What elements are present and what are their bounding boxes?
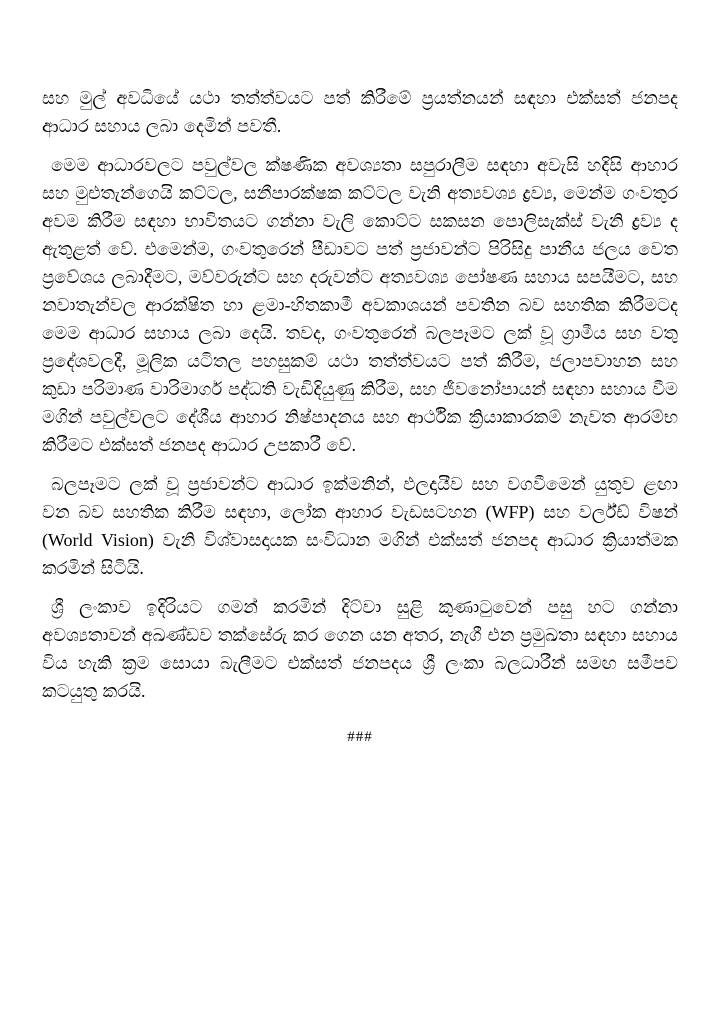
paragraph-partner-organizations: බලපෑමට ලක් වූ ප්‍රජාවන්ට ආධාර ඉක්මනින්, ඵලදායීව සහ වගවීමෙන් යුතුව ළඟා වන බව සහතික කිරීම සඳහා, ලෝක ආහාර වැඩසටහන (WFP) සහ වර්ල්ඩ් විෂන් (World Vision) වැනි විශ්වාසදායක සංවිධාන මගින් එක්සත් ජනපද ආධාර ක්‍රියාත්මක කරමින් සිටියි.: [42, 474, 678, 578]
press-release-end-mark: ###: [347, 729, 373, 745]
paragraph-continuation: සහ මුල් අවධියේ යථා තත්ත්වයට පත් කිරීමේ ප්‍රයත්නයන් සඳහා එක්සත් ජනපද ආධාර සහාය ලබා දෙමින් පවතී.: [42, 88, 678, 136]
paragraph-aid-contents: මෙම ආධාරවලට පවුල්වල ක්ෂණික අවශ්‍යතා සපුරාලීම සඳහා අවැසි හදිසි ආහාර සහ මුළුතැන්ගෙයි කට්ටල, සනීපාරක්ෂක කට්ටල වැනි අත්‍යවශ්‍ය ද්‍රව්‍ය, මෙන්ම ගංවතුර අවම කිරීම සඳහා භාවිතයට ගන්නා වැලි කොට්ට සකසන පොලිසැක්ස් වැනි ද්‍රව්‍ය ද ඇතුළත් වේ. එමෙන්ම, ගංවතුරෙන් පීඩාවට පත් ප්‍රජාවන්ට පිරිසිදු පානීය ජලය වෙත ප්‍රවේශය ලබාදීමට, මව්වරුන්ට සහ දරුවන්ට අත්‍යවශ්‍ය පෝෂණ සහාය සපයීමට, සහ නවාතැන්වල ආරක්ෂිත හා ළමා-හිතකාමී අවකාශයන් පවතින බව සහතික කිරීමටද මෙම ආධාර සහාය ලබා දෙයි. තවද, ගංවතුරෙන් බලපෑමට ලක් වූ ග්‍රාමීය සහ වතු ප්‍රදේශවලදී, මූලික යටිතල පහසුකම් යථා තත්ත්වයට පත් කිරීම, ජලාපවාහන සහ කුඩා පරිමාණ වාරිමාර්ග පද්ධති වැඩිදියුණු කිරීම, සහ ජීවනෝපායන් සඳහා සහාය වීම මගින් පවුල්වලට දේශීය ආහාර නිෂ්පාදනය සහ ආර්ථික ක්‍රියාකාරකම් නැවත ආරම්භ කිරීමට එක්සත් ජනපද ආධාර උපකාරී වේ.: [42, 155, 678, 455]
paragraph-ongoing-assessment: ශ්‍රී ලංකාව ඉදිරියට ගමන් කරමින් දිට්වා සුළි කුණාටුවෙන් පසු හට ගන්නා අවශ්‍යතාවන් අඛණ්ඩව තක්සේරු කර ගෙන යන අතර, නැගී එන ප්‍රමුඛතා සඳහා සහාය විය හැකි ක්‍රම සොයා බැලීමට එක්සත් ජනපදය ශ්‍රී ලංකා බලධාරීන් සමඟ සමීපව කටයුතු කරයි.: [42, 597, 678, 701]
